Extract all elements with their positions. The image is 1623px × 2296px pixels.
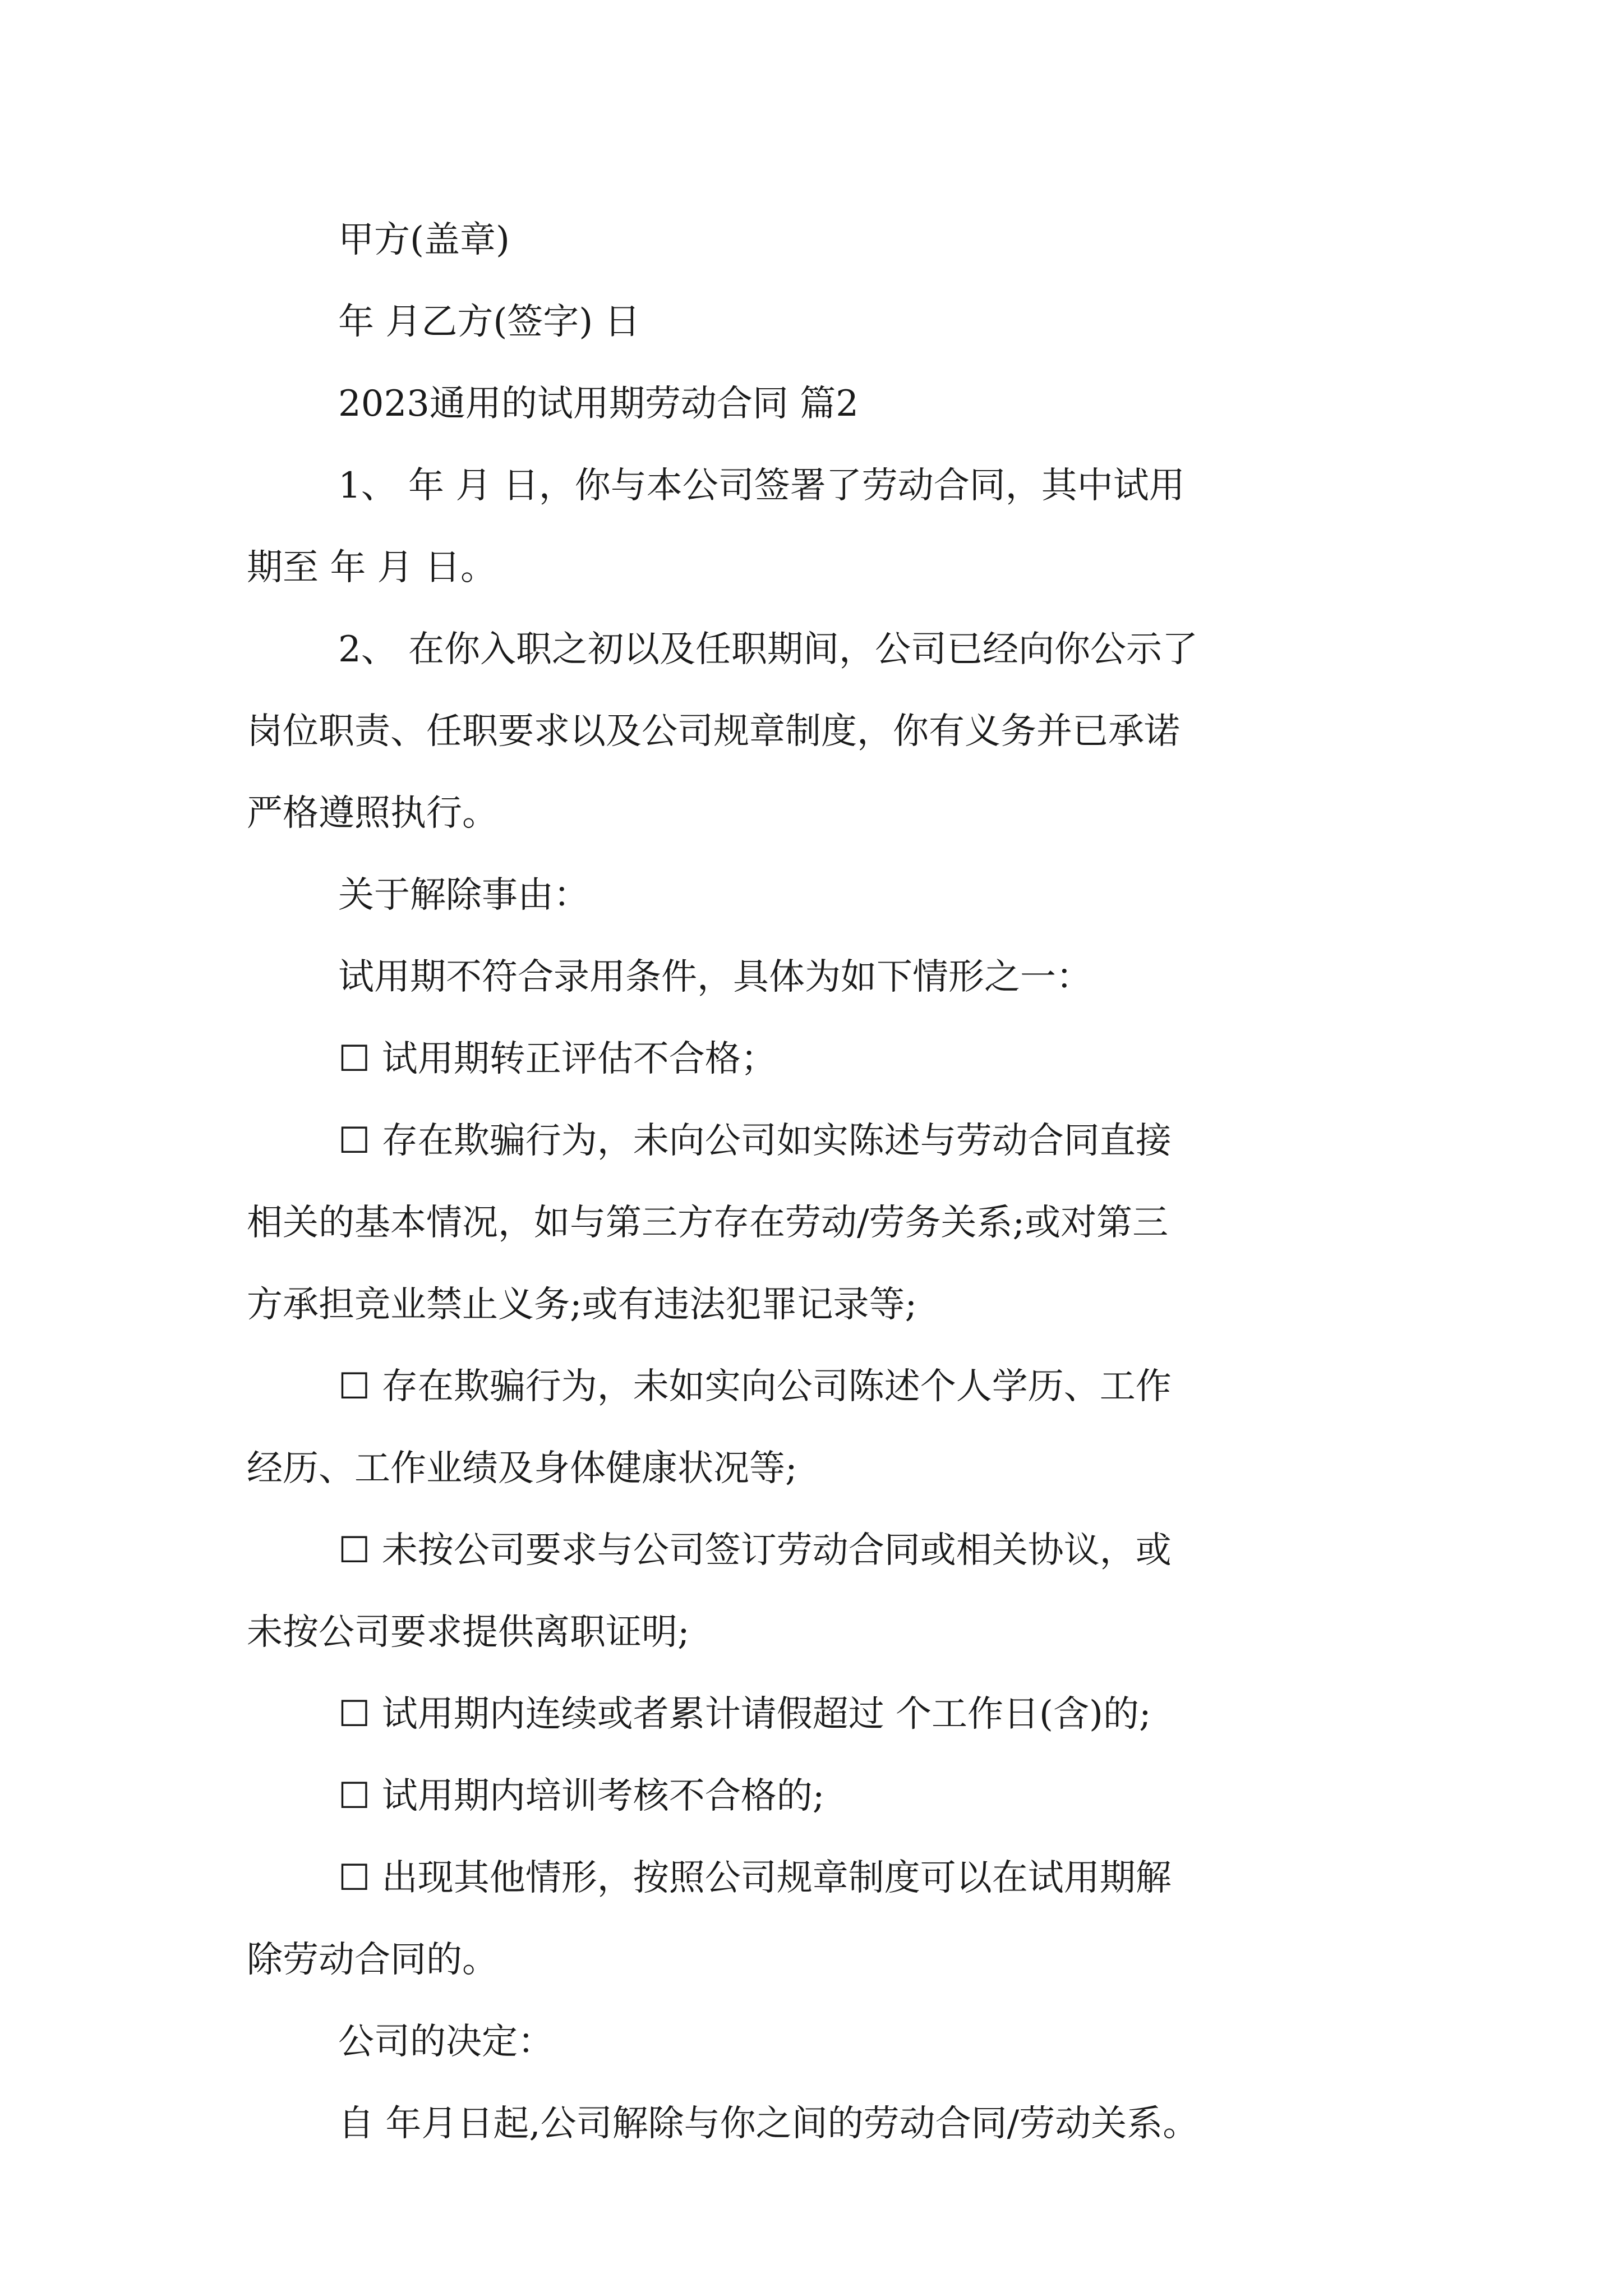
paragraph-2-line-2: 岗位职责、任职要求以及公司规章制度，你有义务并已承诺 xyxy=(247,711,1180,752)
paragraph-2-line-3: 严格遵照执行。 xyxy=(247,793,498,834)
checkbox-item-5: ☐ 试用期内连续或者累计请假超过 个工作日(含)的; xyxy=(338,1694,1151,1735)
section-title: 2023通用的试用期劳动合同 篇2 xyxy=(338,383,859,425)
checkbox-item-7-line-1: ☐ 出现其他情形，按照公司规章制度可以在试用期解 xyxy=(338,1857,1172,1899)
checkbox-item-2-line-1: ☐ 存在欺骗行为，未向公司如实陈述与劳动合同直接 xyxy=(338,1120,1172,1162)
company-decision-heading: 公司的决定： xyxy=(338,2021,554,2063)
checkbox-item-7-line-2: 除劳动合同的。 xyxy=(247,1939,498,1981)
checkbox-item-4-line-1: ☐ 未按公司要求与公司签订劳动合同或相关协议，或 xyxy=(338,1530,1172,1571)
probation-criteria-intro: 试用期不符合录用条件，具体为如下情形之一： xyxy=(338,956,1092,998)
checkbox-item-1: ☐ 试用期转正评估不合格； xyxy=(338,1038,777,1080)
checkbox-item-3-line-2: 经历、工作业绩及身体健康状况等; xyxy=(247,1448,797,1489)
checkbox-item-4-line-2: 未按公司要求提供离职证明; xyxy=(247,1612,690,1653)
party-a-seal-line: 甲方(盖章) xyxy=(338,219,510,261)
checkbox-item-6: ☐ 试用期内培训考核不合格的; xyxy=(338,1775,825,1817)
checkbox-item-2-line-2: 相关的基本情况，如与第三方存在劳动/劳务关系;或对第三 xyxy=(247,1202,1169,1244)
checkbox-item-2-line-3: 方承担竞业禁止义务;或有违法犯罪记录等; xyxy=(247,1284,917,1326)
party-b-signature-line: 年 月乙方(签字) 日 xyxy=(338,301,640,343)
paragraph-1-line-1: 1、 年 月 日，你与本公司签署了劳动合同，其中试用 xyxy=(338,465,1185,507)
paragraph-1-line-2: 期至 年 月 日。 xyxy=(247,547,497,588)
checkbox-item-3-line-1: ☐ 存在欺骗行为，未如实向公司陈述个人学历、工作 xyxy=(338,1366,1172,1407)
dismissal-reasons-heading: 关于解除事由： xyxy=(338,875,589,916)
termination-statement: 自 年月日起,公司解除与你之间的劳动合同/劳动关系。 xyxy=(338,2103,1199,2145)
paragraph-2-line-1: 2、 在你入职之初以及任职期间，公司已经向你公示了 xyxy=(338,629,1198,670)
